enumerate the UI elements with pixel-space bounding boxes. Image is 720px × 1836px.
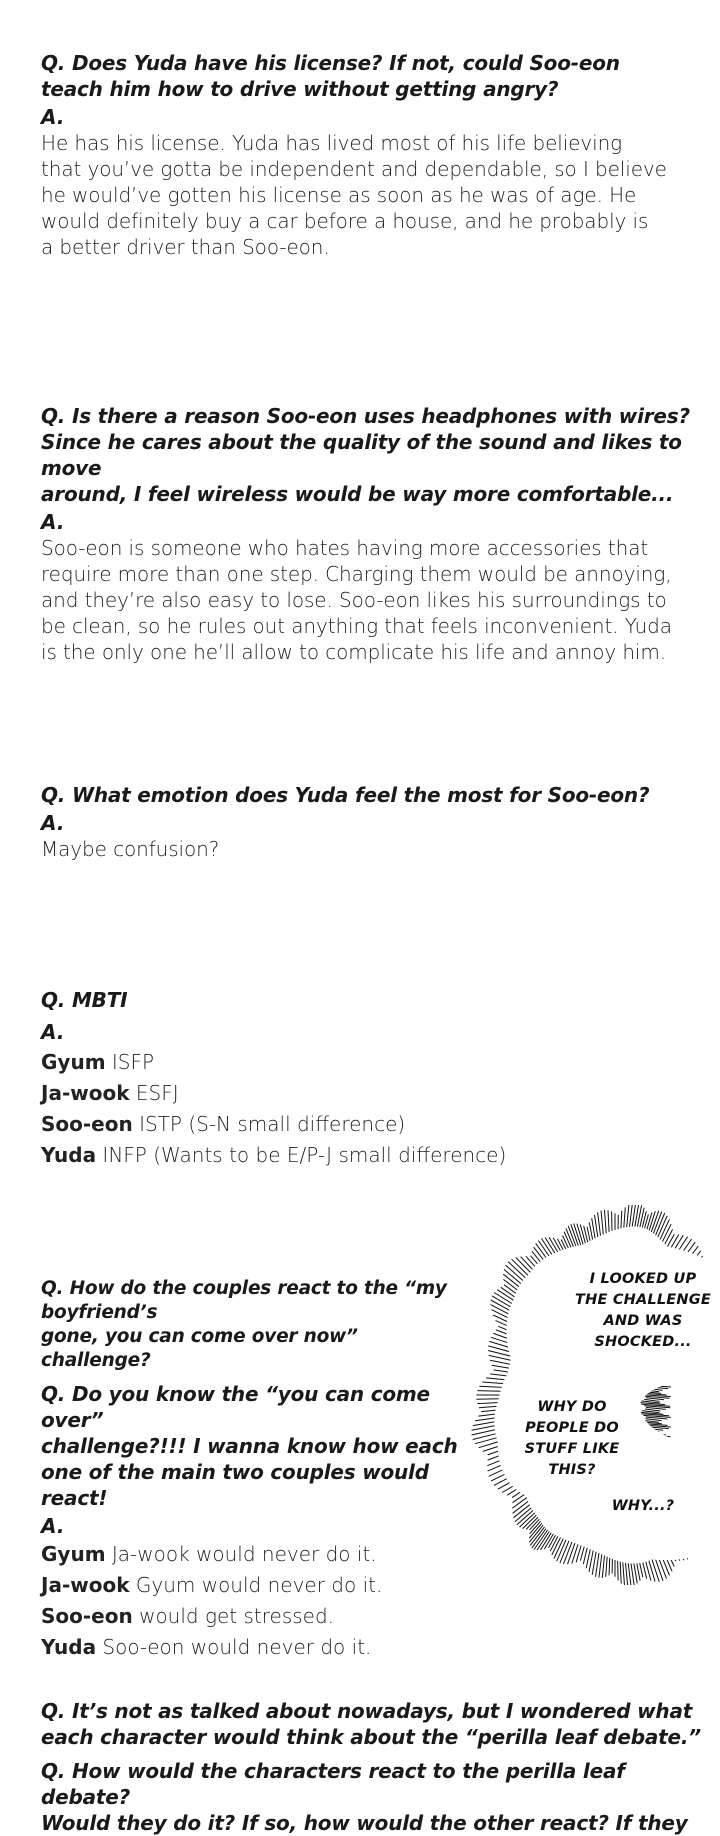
bubble-line: AND WAS	[603, 1313, 683, 1329]
burst-hatch-line	[620, 1562, 621, 1584]
burst-hatch-line	[645, 1409, 660, 1411]
qa-block-headphones	[41, 403, 720, 665]
burst-hatch-line	[643, 1563, 647, 1579]
mbti-value: ESFJ	[130, 1081, 179, 1105]
burst-hatch-line	[627, 1205, 629, 1227]
burst-hatch-line	[492, 1365, 509, 1368]
burst-hatch-line	[580, 1225, 585, 1244]
burst-hatch-line	[583, 1548, 587, 1564]
reaction-list	[41, 1539, 471, 1663]
answer-line: and they’re also easy to lose. Soo-eon likes his surroundings to	[41, 587, 720, 613]
burst-hatch-line	[608, 1210, 609, 1232]
mbti-value: ISTP (S-N small difference)	[133, 1112, 405, 1136]
burst-hatch-line	[477, 1391, 501, 1392]
burst-hatch-line	[623, 1562, 625, 1585]
burst-hatch-line	[473, 1422, 495, 1426]
answer-line: is the only one he’ll allow to complicate his life and annoy him.	[41, 639, 720, 665]
character-name: Soo-eon	[41, 1604, 133, 1628]
burst-hatch-line	[479, 1442, 498, 1448]
question-line: gone, you can come over now” challenge?	[41, 1325, 471, 1373]
answer-line: he would’ve gotten his license as soon as he was of age. He	[41, 182, 667, 208]
burst-hatch-line	[626, 1563, 628, 1585]
question-line: Q. What emotion does Yuda feel the most for Soo-eon?	[41, 782, 649, 808]
question-line: Q. It’s not as talked about nowadays, but I wondered what	[41, 1698, 720, 1724]
burst-hatch-line	[630, 1205, 633, 1227]
mbti-value: ISFP	[106, 1050, 155, 1074]
burst-hatch-line	[490, 1360, 510, 1364]
burst-hatch-line	[477, 1403, 497, 1404]
burst-hatch-line	[483, 1446, 500, 1451]
character-name: Gyum	[41, 1542, 106, 1566]
burst-hatch-line	[646, 1419, 662, 1421]
bubble-line: WHY DO	[537, 1399, 606, 1415]
mbti-value: INFP (Wants to be E/P-J small difference)	[96, 1143, 506, 1167]
reaction-row	[41, 1539, 471, 1570]
question-line: around, I feel wireless would be way more comfortable...	[41, 481, 720, 507]
character-name: Soo-eon	[41, 1112, 133, 1136]
reaction-row	[41, 1632, 471, 1663]
burst-hatch-line	[631, 1564, 634, 1586]
question-line: Q. Do you know the “you can come over”	[41, 1381, 471, 1433]
burst-hatch-line	[662, 1224, 671, 1242]
answer-line: a better driver than Soo-eon.	[41, 234, 667, 260]
mbti-row	[41, 1140, 506, 1171]
character-name: Ja-wook	[41, 1081, 130, 1105]
mbti-row	[41, 1078, 506, 1109]
burst-text-group-3	[612, 1498, 675, 1514]
reaction-value: would get stressed.	[133, 1604, 334, 1628]
burst-hatch-line	[512, 1497, 528, 1509]
burst-hatch-line	[479, 1386, 502, 1387]
mbti-row	[41, 1047, 506, 1078]
bubble-line: THIS?	[548, 1462, 596, 1478]
burst-hatch-line	[564, 1542, 572, 1564]
burst-hatch-line	[621, 1211, 622, 1229]
character-name: Ja-wook	[41, 1573, 130, 1597]
qa-block-emotion	[41, 782, 649, 862]
question-line: teach him how to drive without getting angry?	[41, 76, 667, 102]
burst-hatch-line	[472, 1430, 495, 1435]
burst-hatch-line	[667, 1234, 674, 1247]
burst-hatch-line	[501, 1287, 515, 1297]
question-line: Q. How do the couples react to the “my boyfriend’s	[41, 1277, 471, 1325]
burst-speech-bubble	[465, 1205, 720, 1585]
burst-hatch-line	[634, 1564, 637, 1584]
burst-hatch-line	[504, 1285, 516, 1294]
burst-hatch-line	[595, 1215, 598, 1237]
burst-hatch-line	[598, 1212, 601, 1235]
reaction-row	[41, 1570, 471, 1601]
answer-label: A.	[41, 104, 667, 130]
answer-label: A.	[41, 1019, 506, 1045]
answer-line: be clean, so he rules out anything that feels inconvenient. Yuda	[41, 613, 720, 639]
answer-line: Soo-eon is someone who hates having more accessories that	[41, 535, 720, 561]
reaction-value: Gyum would never do it.	[130, 1573, 383, 1597]
burst-hatch-line	[486, 1378, 505, 1380]
burst-hatch-line	[479, 1406, 496, 1407]
burst-hatch-line	[609, 1558, 610, 1576]
answer-line: that you’ve gotta be independent and dependable, so I believe	[41, 156, 667, 182]
qa-block-challenge	[41, 1277, 471, 1663]
bubble-line: PEOPLE DO	[525, 1420, 619, 1436]
question-line: challenge?!!! I wanna know how each	[41, 1433, 471, 1459]
question-line: Q. Does Yuda have his license? If not, could Soo-eon	[41, 50, 667, 76]
question-line: one of the main two couples would react!	[41, 1459, 471, 1511]
answer-line: Maybe confusion?	[41, 836, 649, 862]
bubble-line: WHY...?	[612, 1498, 675, 1514]
burst-hatch-line	[655, 1558, 663, 1581]
burst-hatch-line	[529, 1523, 542, 1538]
reaction-value: Soo-eon would never do it.	[96, 1635, 371, 1659]
burst-hatch-line	[624, 1207, 626, 1227]
bubble-line: SHOCKED...	[594, 1334, 691, 1350]
question-line: Would they do it? If so, how would the other react? If they	[41, 1810, 720, 1836]
character-name: Gyum	[41, 1050, 106, 1074]
burst-hatch-line	[586, 1549, 590, 1568]
burst-hatch-line	[476, 1399, 498, 1400]
burst-hatch-line	[520, 1512, 536, 1527]
burst-hatch-line	[481, 1410, 495, 1411]
question-line: each character would think about the “perilla leaf debate.”	[41, 1724, 720, 1750]
bubble-line: STUFF LIKE	[525, 1441, 620, 1457]
answer-label: A.	[41, 1513, 471, 1539]
burst-hatch-line	[628, 1563, 631, 1585]
answer-label: A.	[41, 509, 720, 535]
burst-hatch-line	[494, 1370, 508, 1372]
burst-hatch-line	[649, 1211, 655, 1230]
burst-hatch-line	[602, 1556, 604, 1578]
bubble-line: I LOOKED UP	[590, 1271, 697, 1287]
burst-hatch-line	[568, 1543, 575, 1564]
burst-hatch-line	[596, 1553, 600, 1577]
burst-hatch-line	[652, 1560, 659, 1582]
question-line: Q. MBTI	[41, 987, 506, 1013]
answer-label: A.	[41, 810, 649, 836]
burst-hatch-line	[647, 1213, 652, 1230]
reaction-value: Ja-wook would never do it.	[106, 1542, 377, 1566]
burst-hatch-line	[478, 1414, 495, 1416]
burst-hatch-line	[618, 1561, 619, 1581]
burst-hatch-line	[605, 1210, 607, 1233]
burst-hatch-line	[599, 1554, 602, 1577]
burst-hatch-line	[640, 1563, 643, 1577]
character-name: Yuda	[41, 1635, 96, 1659]
mbti-row	[41, 1109, 506, 1140]
character-name: Yuda	[41, 1143, 96, 1167]
bubble-line: THE CHALLENGE	[575, 1292, 711, 1308]
reaction-row	[41, 1601, 471, 1632]
burst-hatch-line	[475, 1418, 494, 1421]
question-line: Q. How would the characters react to the perilla leaf debate?	[41, 1758, 720, 1810]
burst-hatch-line	[601, 1211, 603, 1235]
burst-hatch-line	[472, 1426, 495, 1431]
burst-hatch-line	[637, 1563, 640, 1580]
burst-hatch-line	[490, 1374, 507, 1376]
burst-hatch-line	[580, 1547, 584, 1561]
qa-block-mbti	[41, 987, 506, 1171]
answer-line: require more than one step. Charging them would be annoying,	[41, 561, 720, 587]
burst-hatch-line	[482, 1382, 504, 1384]
answer-line: He has his license. Yuda has lived most of his life believing	[41, 130, 667, 156]
burst-hatch-line	[587, 1227, 590, 1241]
burst-hatch-line	[665, 1229, 673, 1244]
question-line: Q. Is there a reason Soo-eon uses headphones with wires?	[41, 403, 720, 429]
burst-hatch-line	[517, 1509, 535, 1525]
burst-hatch-line	[503, 1279, 517, 1290]
question-line: Since he cares about the quality of the sound and likes to move	[41, 429, 720, 481]
mbti-list	[41, 1047, 506, 1171]
qa-block-perilla	[41, 1698, 720, 1836]
qa-block-license	[41, 50, 667, 260]
burst-hatch-line	[606, 1557, 608, 1577]
burst-hatch-line	[489, 1355, 511, 1360]
answer-line: would definitely buy a car before a house, and he probably is	[41, 208, 667, 234]
